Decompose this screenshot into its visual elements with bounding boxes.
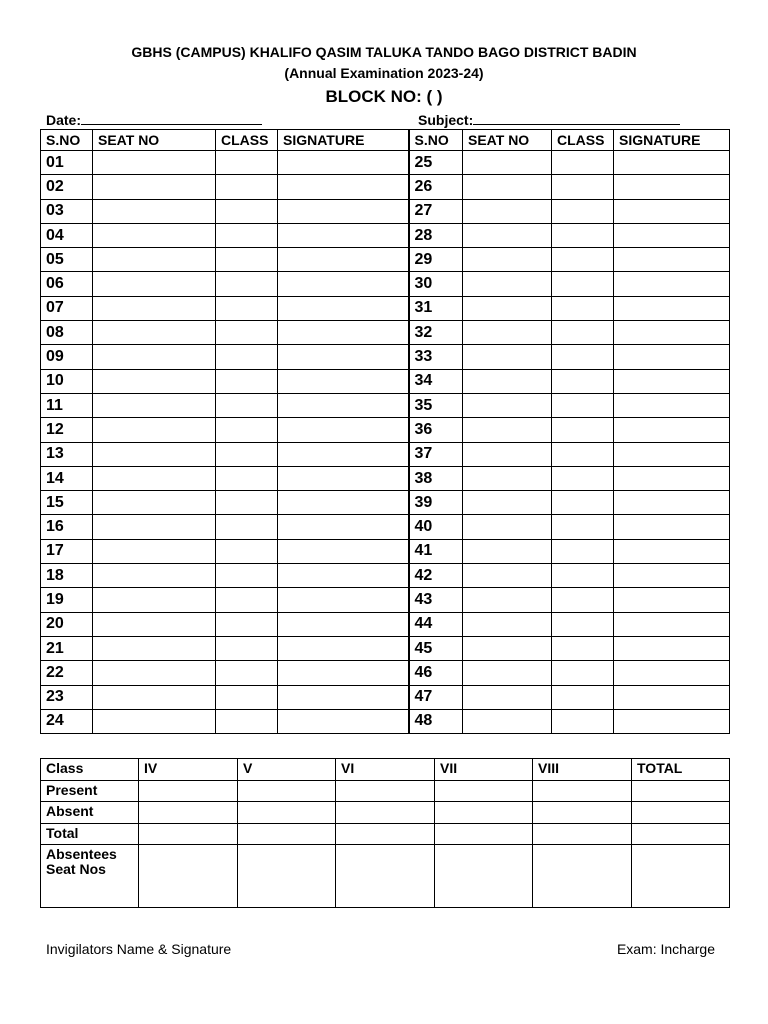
summary-cell[interactable] bbox=[632, 802, 730, 824]
serial-number-cell: 21 bbox=[41, 636, 93, 660]
signature-cell[interactable] bbox=[278, 588, 409, 612]
serial-number-cell: 39 bbox=[409, 491, 463, 515]
table-row bbox=[41, 321, 730, 345]
summary-header-vii: VII bbox=[435, 759, 533, 781]
table-row bbox=[41, 539, 730, 563]
serial-number-cell: 09 bbox=[41, 345, 93, 369]
seat-no-cell[interactable] bbox=[93, 199, 216, 223]
seat-no-cell[interactable] bbox=[463, 393, 552, 417]
header-signature-right: SIGNATURE bbox=[614, 130, 730, 151]
serial-number-cell: 01 bbox=[41, 151, 93, 175]
serial-number-cell: 11 bbox=[41, 393, 93, 417]
seat-no-cell[interactable] bbox=[463, 321, 552, 345]
table-row bbox=[41, 442, 730, 466]
seat-no-cell[interactable] bbox=[93, 442, 216, 466]
seat-no-cell[interactable] bbox=[93, 685, 216, 709]
seat-no-cell[interactable] bbox=[93, 564, 216, 588]
summary-cell[interactable] bbox=[632, 780, 730, 802]
table-row bbox=[41, 199, 730, 223]
seat-no-cell[interactable] bbox=[93, 175, 216, 199]
summary-cell[interactable] bbox=[238, 845, 336, 908]
seat-no-cell[interactable] bbox=[463, 199, 552, 223]
seat-no-cell[interactable] bbox=[93, 369, 216, 393]
signature-cell[interactable] bbox=[278, 685, 409, 709]
class-cell[interactable] bbox=[552, 223, 614, 247]
header-s-no-left: S.NO bbox=[41, 130, 93, 151]
serial-number-cell: 23 bbox=[41, 685, 93, 709]
summary-cell[interactable] bbox=[435, 845, 533, 908]
attendance-header-row bbox=[41, 130, 730, 151]
signature-cell[interactable] bbox=[614, 393, 730, 417]
seat-no-cell[interactable] bbox=[93, 588, 216, 612]
signature-cell[interactable] bbox=[278, 709, 409, 733]
summary-cell[interactable] bbox=[336, 823, 435, 845]
serial-number-cell: 45 bbox=[409, 636, 463, 660]
summary-row-label: Absent bbox=[41, 802, 139, 824]
signature-cell[interactable] bbox=[614, 612, 730, 636]
table-row bbox=[41, 661, 730, 685]
signature-cell[interactable] bbox=[614, 709, 730, 733]
serial-number-cell: 05 bbox=[41, 248, 93, 272]
serial-number-cell: 28 bbox=[409, 223, 463, 247]
class-cell[interactable] bbox=[216, 393, 278, 417]
table-row bbox=[41, 612, 730, 636]
signature-cell[interactable] bbox=[278, 515, 409, 539]
table-row bbox=[41, 369, 730, 393]
summary-header-class: Class bbox=[41, 759, 139, 781]
serial-number-cell: 40 bbox=[409, 515, 463, 539]
date-label: Date: bbox=[46, 112, 82, 128]
seat-no-cell[interactable] bbox=[93, 248, 216, 272]
signature-cell[interactable] bbox=[614, 661, 730, 685]
seat-no-cell[interactable] bbox=[463, 588, 552, 612]
summary-cell[interactable] bbox=[435, 780, 533, 802]
signature-cell[interactable] bbox=[278, 345, 409, 369]
signature-cell[interactable] bbox=[278, 564, 409, 588]
summary-row-label: Total bbox=[41, 823, 139, 845]
summary-row bbox=[41, 802, 730, 824]
date-field[interactable] bbox=[46, 110, 262, 128]
seat-no-cell[interactable] bbox=[93, 539, 216, 563]
signature-cell[interactable] bbox=[614, 272, 730, 296]
signature-cell[interactable] bbox=[278, 442, 409, 466]
serial-number-cell: 30 bbox=[409, 272, 463, 296]
seat-no-cell[interactable] bbox=[463, 418, 552, 442]
serial-number-cell: 41 bbox=[409, 539, 463, 563]
signature-cell[interactable] bbox=[278, 393, 409, 417]
serial-number-cell: 34 bbox=[409, 369, 463, 393]
serial-number-cell: 26 bbox=[409, 175, 463, 199]
signature-cell[interactable] bbox=[614, 588, 730, 612]
table-row bbox=[41, 345, 730, 369]
class-cell[interactable] bbox=[216, 151, 278, 175]
class-cell[interactable] bbox=[216, 685, 278, 709]
signature-cell[interactable] bbox=[614, 248, 730, 272]
class-cell[interactable] bbox=[216, 709, 278, 733]
summary-row-label: Absentees Seat Nos bbox=[41, 845, 139, 908]
class-cell[interactable] bbox=[552, 175, 614, 199]
seat-no-cell[interactable] bbox=[93, 345, 216, 369]
summary-row-label: Present bbox=[41, 780, 139, 802]
summary-row bbox=[41, 780, 730, 802]
summary-header-viii: VIII bbox=[533, 759, 632, 781]
school-title: GBHS (CAMPUS) KHALIFO QASIM TALUKA TANDO BAGO DISTRICT BADIN bbox=[131, 44, 637, 60]
class-cell[interactable] bbox=[552, 588, 614, 612]
serial-number-cell: 04 bbox=[41, 223, 93, 247]
class-cell[interactable] bbox=[216, 661, 278, 685]
signature-cell[interactable] bbox=[278, 321, 409, 345]
class-cell[interactable] bbox=[552, 466, 614, 490]
signature-cell[interactable] bbox=[278, 369, 409, 393]
class-cell[interactable] bbox=[216, 466, 278, 490]
summary-header-total: TOTAL bbox=[632, 759, 730, 781]
summary-cell[interactable] bbox=[238, 802, 336, 824]
class-cell[interactable] bbox=[552, 345, 614, 369]
summary-header-v: V bbox=[238, 759, 336, 781]
signature-cell[interactable] bbox=[614, 175, 730, 199]
signature-cell[interactable] bbox=[614, 636, 730, 660]
header-s-no-right: S.NO bbox=[409, 130, 463, 151]
seat-no-cell[interactable] bbox=[463, 709, 552, 733]
signature-cell[interactable] bbox=[614, 199, 730, 223]
summary-cell[interactable] bbox=[533, 845, 632, 908]
summary-cell[interactable] bbox=[435, 802, 533, 824]
serial-number-cell: 02 bbox=[41, 175, 93, 199]
serial-number-cell: 18 bbox=[41, 564, 93, 588]
summary-cell[interactable] bbox=[632, 845, 730, 908]
class-cell[interactable] bbox=[552, 539, 614, 563]
seat-no-cell[interactable] bbox=[93, 418, 216, 442]
table-row bbox=[41, 393, 730, 417]
table-row bbox=[41, 709, 730, 733]
class-cell[interactable] bbox=[552, 636, 614, 660]
class-cell[interactable] bbox=[552, 321, 614, 345]
serial-number-cell: 07 bbox=[41, 296, 93, 320]
serial-number-cell: 14 bbox=[41, 466, 93, 490]
serial-number-cell: 37 bbox=[409, 442, 463, 466]
serial-number-cell: 31 bbox=[409, 296, 463, 320]
serial-number-cell: 10 bbox=[41, 369, 93, 393]
table-row bbox=[41, 272, 730, 296]
table-row bbox=[41, 636, 730, 660]
summary-cell[interactable] bbox=[336, 802, 435, 824]
summary-header-row bbox=[41, 759, 730, 781]
signature-cell[interactable] bbox=[278, 612, 409, 636]
summary-cell[interactable] bbox=[632, 823, 730, 845]
serial-number-cell: 06 bbox=[41, 272, 93, 296]
class-cell[interactable] bbox=[552, 685, 614, 709]
seat-no-cell[interactable] bbox=[93, 466, 216, 490]
signature-cell[interactable] bbox=[278, 175, 409, 199]
signature-cell[interactable] bbox=[614, 321, 730, 345]
class-cell[interactable] bbox=[552, 151, 614, 175]
signature-cell[interactable] bbox=[614, 685, 730, 709]
serial-number-cell: 13 bbox=[41, 442, 93, 466]
signature-cell[interactable] bbox=[278, 636, 409, 660]
serial-number-cell: 16 bbox=[41, 515, 93, 539]
class-cell[interactable] bbox=[552, 709, 614, 733]
seat-no-cell[interactable] bbox=[93, 491, 216, 515]
serial-number-cell: 22 bbox=[41, 661, 93, 685]
signature-cell[interactable] bbox=[614, 151, 730, 175]
class-cell[interactable] bbox=[216, 564, 278, 588]
serial-number-cell: 42 bbox=[409, 564, 463, 588]
signature-cell[interactable] bbox=[278, 248, 409, 272]
signature-cell[interactable] bbox=[614, 418, 730, 442]
signature-cell[interactable] bbox=[278, 661, 409, 685]
class-cell[interactable] bbox=[552, 272, 614, 296]
seat-no-cell[interactable] bbox=[463, 466, 552, 490]
summary-header-iv: IV bbox=[139, 759, 238, 781]
block-number: BLOCK NO: ( ) bbox=[325, 87, 443, 106]
class-cell[interactable] bbox=[216, 296, 278, 320]
serial-number-cell: 12 bbox=[41, 418, 93, 442]
seat-no-cell[interactable] bbox=[93, 296, 216, 320]
seat-no-cell[interactable] bbox=[463, 223, 552, 247]
class-cell[interactable] bbox=[216, 418, 278, 442]
class-cell[interactable] bbox=[552, 442, 614, 466]
class-cell[interactable] bbox=[552, 661, 614, 685]
table-row bbox=[41, 491, 730, 515]
seat-no-cell[interactable] bbox=[463, 661, 552, 685]
summary-cell[interactable] bbox=[533, 823, 632, 845]
class-cell[interactable] bbox=[216, 321, 278, 345]
seat-no-cell[interactable] bbox=[463, 515, 552, 539]
summary-cell[interactable] bbox=[139, 780, 238, 802]
serial-number-cell: 25 bbox=[409, 151, 463, 175]
seat-no-cell[interactable] bbox=[463, 685, 552, 709]
signature-cell[interactable] bbox=[278, 491, 409, 515]
class-cell[interactable] bbox=[216, 175, 278, 199]
serial-number-cell: 32 bbox=[409, 321, 463, 345]
signature-cell[interactable] bbox=[614, 369, 730, 393]
signature-cell[interactable] bbox=[278, 223, 409, 247]
serial-number-cell: 47 bbox=[409, 685, 463, 709]
class-cell[interactable] bbox=[216, 636, 278, 660]
summary-row bbox=[41, 823, 730, 845]
serial-number-cell: 08 bbox=[41, 321, 93, 345]
table-row bbox=[41, 466, 730, 490]
class-cell[interactable] bbox=[216, 515, 278, 539]
header-class-left: CLASS bbox=[216, 130, 278, 151]
seat-no-cell[interactable] bbox=[93, 636, 216, 660]
seat-no-cell[interactable] bbox=[93, 393, 216, 417]
class-cell[interactable] bbox=[552, 418, 614, 442]
invigilator-signature-label: Invigilators Name & Signature bbox=[46, 941, 232, 957]
seat-no-cell[interactable] bbox=[463, 564, 552, 588]
serial-number-cell: 27 bbox=[409, 199, 463, 223]
serial-number-cell: 24 bbox=[41, 709, 93, 733]
seat-no-cell[interactable] bbox=[463, 248, 552, 272]
table-row bbox=[41, 223, 730, 247]
serial-number-cell: 03 bbox=[41, 199, 93, 223]
summary-row bbox=[41, 845, 730, 908]
signature-cell[interactable] bbox=[278, 418, 409, 442]
table-row bbox=[41, 685, 730, 709]
seat-no-cell[interactable] bbox=[463, 272, 552, 296]
exam-incharge-label: Exam: Incharge bbox=[616, 941, 715, 957]
class-cell[interactable] bbox=[216, 588, 278, 612]
summary-header-vi: VI bbox=[336, 759, 435, 781]
subject-blank-line[interactable] bbox=[473, 110, 680, 125]
signature-cell[interactable] bbox=[614, 442, 730, 466]
class-cell[interactable] bbox=[552, 612, 614, 636]
signature-cell[interactable] bbox=[614, 515, 730, 539]
class-cell[interactable] bbox=[552, 369, 614, 393]
signature-cell[interactable] bbox=[614, 223, 730, 247]
serial-number-cell: 43 bbox=[409, 588, 463, 612]
signature-cell[interactable] bbox=[278, 151, 409, 175]
serial-number-cell: 35 bbox=[409, 393, 463, 417]
seat-no-cell[interactable] bbox=[463, 369, 552, 393]
class-cell[interactable] bbox=[552, 296, 614, 320]
serial-number-cell: 15 bbox=[41, 491, 93, 515]
summary-cell[interactable] bbox=[238, 823, 336, 845]
seat-no-cell[interactable] bbox=[463, 539, 552, 563]
signature-cell[interactable] bbox=[278, 296, 409, 320]
signature-cell[interactable] bbox=[614, 345, 730, 369]
seat-no-cell[interactable] bbox=[93, 223, 216, 247]
serial-number-cell: 29 bbox=[409, 248, 463, 272]
signature-cell[interactable] bbox=[614, 491, 730, 515]
class-cell[interactable] bbox=[216, 272, 278, 296]
signature-cell[interactable] bbox=[614, 296, 730, 320]
table-row bbox=[41, 248, 730, 272]
summary-table bbox=[40, 758, 730, 908]
summary-cell[interactable] bbox=[533, 802, 632, 824]
header-signature-left: SIGNATURE bbox=[278, 130, 409, 151]
table-row bbox=[41, 151, 730, 175]
serial-number-cell: 44 bbox=[409, 612, 463, 636]
header-seat-no-left: SEAT NO bbox=[93, 130, 216, 151]
class-cell[interactable] bbox=[216, 345, 278, 369]
table-row bbox=[41, 588, 730, 612]
serial-number-cell: 17 bbox=[41, 539, 93, 563]
table-row bbox=[41, 515, 730, 539]
class-cell[interactable] bbox=[216, 248, 278, 272]
serial-number-cell: 46 bbox=[409, 661, 463, 685]
summary-cell[interactable] bbox=[238, 780, 336, 802]
serial-number-cell: 48 bbox=[409, 709, 463, 733]
seat-no-cell[interactable] bbox=[93, 661, 216, 685]
header-seat-no-right: SEAT NO bbox=[463, 130, 552, 151]
subject-label: Subject: bbox=[418, 112, 474, 128]
signature-cell[interactable] bbox=[278, 272, 409, 296]
seat-no-cell[interactable] bbox=[93, 709, 216, 733]
class-cell[interactable] bbox=[552, 564, 614, 588]
class-cell[interactable] bbox=[216, 199, 278, 223]
class-cell[interactable] bbox=[552, 491, 614, 515]
signature-cell[interactable] bbox=[614, 539, 730, 563]
subject-field[interactable] bbox=[418, 110, 680, 128]
seat-no-cell[interactable] bbox=[463, 491, 552, 515]
summary-cell[interactable] bbox=[139, 823, 238, 845]
serial-number-cell: 19 bbox=[41, 588, 93, 612]
summary-cell[interactable] bbox=[139, 845, 238, 908]
class-cell[interactable] bbox=[216, 223, 278, 247]
seat-no-cell[interactable] bbox=[463, 175, 552, 199]
serial-number-cell: 33 bbox=[409, 345, 463, 369]
serial-number-cell: 20 bbox=[41, 612, 93, 636]
header-class-right: CLASS bbox=[552, 130, 614, 151]
summary-cell[interactable] bbox=[533, 780, 632, 802]
seat-no-cell[interactable] bbox=[463, 345, 552, 369]
class-cell[interactable] bbox=[216, 442, 278, 466]
class-cell[interactable] bbox=[552, 393, 614, 417]
seat-no-cell[interactable] bbox=[463, 296, 552, 320]
summary-cell[interactable] bbox=[139, 802, 238, 824]
signature-cell[interactable] bbox=[278, 539, 409, 563]
seat-no-cell[interactable] bbox=[93, 321, 216, 345]
seat-no-cell[interactable] bbox=[93, 612, 216, 636]
table-row bbox=[41, 296, 730, 320]
seat-no-cell[interactable] bbox=[463, 636, 552, 660]
class-cell[interactable] bbox=[216, 612, 278, 636]
serial-number-cell: 38 bbox=[409, 466, 463, 490]
class-cell[interactable] bbox=[552, 248, 614, 272]
seat-no-cell[interactable] bbox=[93, 515, 216, 539]
seat-no-cell[interactable] bbox=[93, 151, 216, 175]
class-cell[interactable] bbox=[552, 199, 614, 223]
class-cell[interactable] bbox=[216, 491, 278, 515]
signature-cell[interactable] bbox=[278, 199, 409, 223]
class-cell[interactable] bbox=[216, 369, 278, 393]
seat-no-cell[interactable] bbox=[93, 272, 216, 296]
seat-no-cell[interactable] bbox=[463, 151, 552, 175]
signature-cell[interactable] bbox=[278, 466, 409, 490]
summary-cell[interactable] bbox=[435, 823, 533, 845]
serial-number-cell: 36 bbox=[409, 418, 463, 442]
table-row bbox=[41, 418, 730, 442]
summary-cell[interactable] bbox=[336, 780, 435, 802]
table-row bbox=[41, 175, 730, 199]
seat-no-cell[interactable] bbox=[463, 442, 552, 466]
class-cell[interactable] bbox=[552, 515, 614, 539]
attendance-table bbox=[40, 129, 730, 734]
signature-cell[interactable] bbox=[614, 466, 730, 490]
class-cell[interactable] bbox=[216, 539, 278, 563]
signature-cell[interactable] bbox=[614, 564, 730, 588]
seat-no-cell[interactable] bbox=[463, 612, 552, 636]
date-blank-line[interactable] bbox=[81, 110, 262, 125]
summary-cell[interactable] bbox=[336, 845, 435, 908]
exam-title: (Annual Examination 2023-24) bbox=[284, 65, 484, 81]
table-row bbox=[41, 564, 730, 588]
